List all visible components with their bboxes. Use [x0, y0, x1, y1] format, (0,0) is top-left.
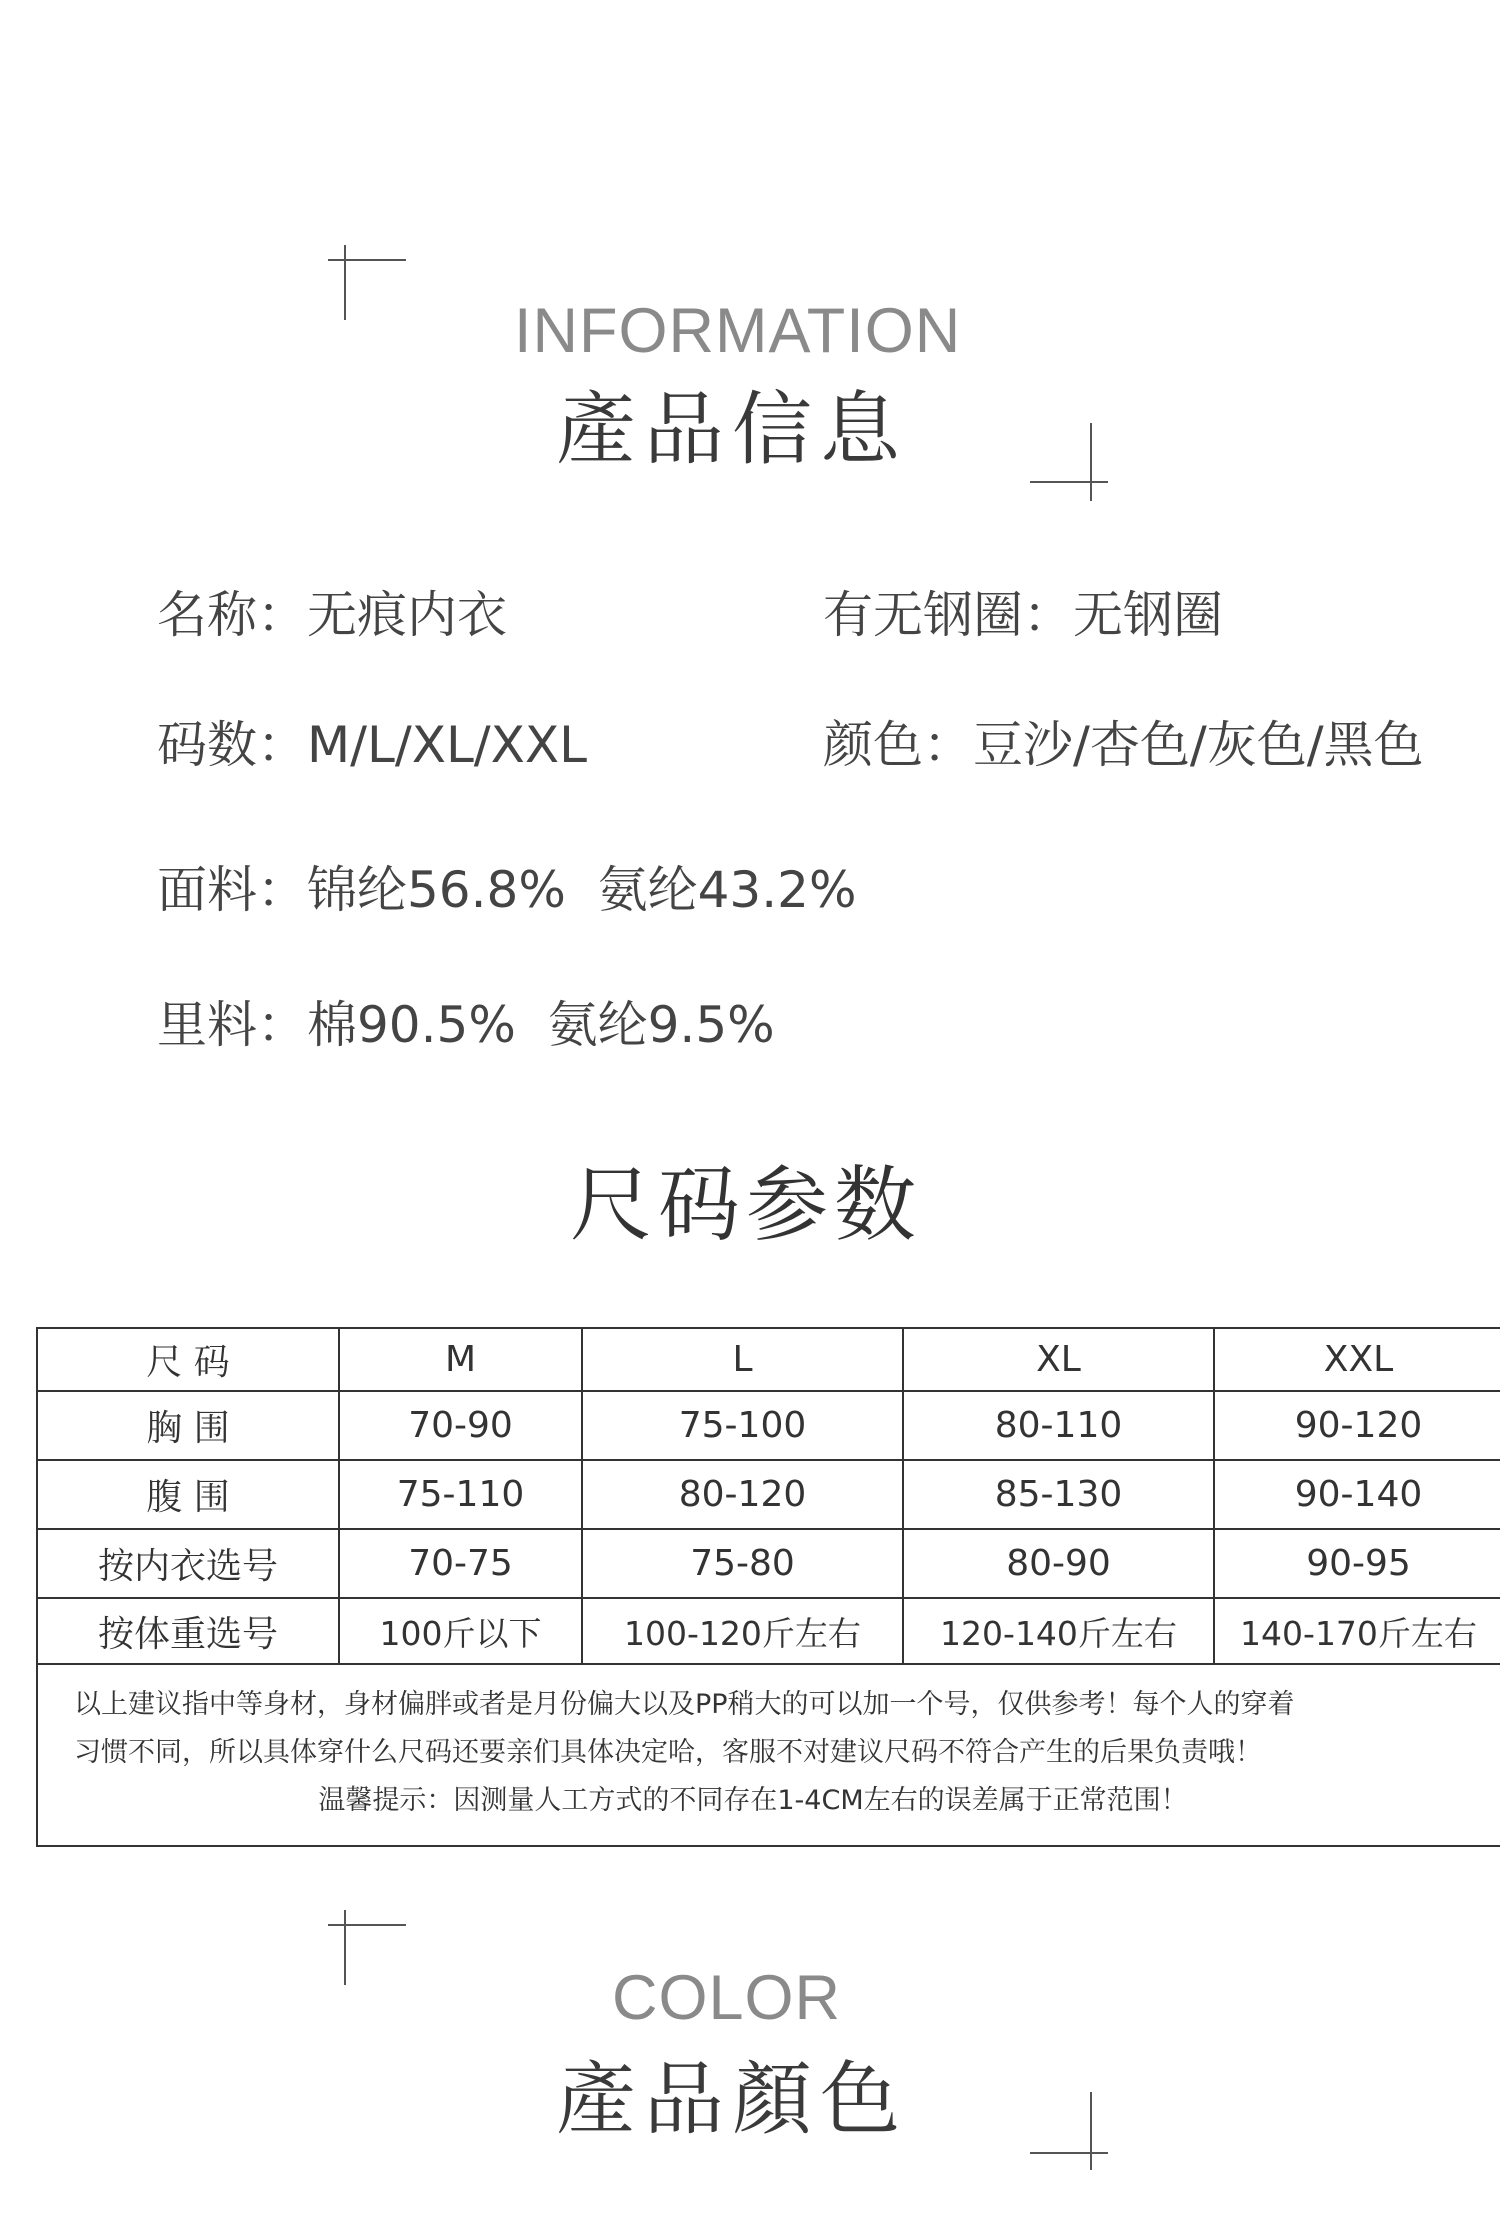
- table-cell: 85-130: [904, 1461, 1215, 1528]
- spec-wire: [823, 575, 1223, 647]
- spec-name: [157, 575, 507, 647]
- table-row: [38, 1392, 1500, 1461]
- spec-fabric: [157, 850, 856, 922]
- spec-fabric-label: 面料：: [157, 861, 307, 919]
- table-cell: 90-140: [1294, 1474, 1423, 1515]
- spec-lining: [157, 985, 775, 1057]
- table-header-cell: L: [583, 1329, 904, 1390]
- spec-wire-label: 有无钢圈：: [823, 586, 1073, 644]
- table-cell: 90-120: [1294, 1405, 1423, 1446]
- size-note-tip: 温馨提示：因测量人工方式的不同存在1-4CM左右的误差属于正常范围！: [318, 1785, 1188, 1816]
- size-note-line: 以上建议指中等身材，身材偏胖或者是月份偏大以及PP稍大的可以加一个号，仅供参考！每个人的穿着: [74, 1689, 1295, 1720]
- color-title-cn: 產品顏色: [556, 2053, 908, 2146]
- info-title-cn: 產品信息: [556, 383, 908, 476]
- table-cell: 100-120斤左右: [583, 1599, 904, 1663]
- table-cell: 75-100: [583, 1392, 904, 1459]
- table-cell: 75-110: [340, 1461, 583, 1528]
- table-cell: 按内衣选号: [38, 1530, 340, 1597]
- table-cell: 70-90: [340, 1392, 583, 1459]
- spec-wire-value: 无钢圈: [1073, 586, 1223, 644]
- spec-lining-label: 里料：: [157, 996, 307, 1054]
- table-cell: 100斤以下: [340, 1599, 583, 1663]
- table-cell: 80-90: [904, 1530, 1215, 1597]
- spec-lining-value: 棉90.5% 氨纶9.5%: [307, 996, 775, 1054]
- table-cell: 70-75: [340, 1530, 583, 1597]
- size-section-title: 尺码参数: [570, 1158, 923, 1253]
- table-cell: 80-110: [904, 1392, 1215, 1459]
- spec-color-value: 豆沙/杏色/灰色/黑色: [973, 716, 1424, 774]
- table-row: [38, 1461, 1500, 1530]
- table-cell: 腹 围: [38, 1461, 340, 1528]
- spec-size-value: M/L/XL/XXL: [307, 716, 588, 774]
- spec-name-value: 无痕内衣: [307, 586, 507, 644]
- table-row: [38, 1530, 1500, 1599]
- size-note: [38, 1665, 1500, 1845]
- table-header-row: [38, 1329, 1500, 1392]
- spec-color: [823, 705, 1424, 777]
- info-title-en: INFORMATION: [514, 296, 962, 366]
- spec-name-label: 名称：: [157, 586, 307, 644]
- spec-color-label: 颜色：: [823, 716, 973, 774]
- spec-fabric-value: 锦纶56.8% 氨纶43.2%: [307, 861, 857, 919]
- table-cell: 90-95: [1306, 1543, 1411, 1584]
- size-table: [36, 1327, 1500, 1847]
- table-header-cell: M: [340, 1329, 583, 1390]
- table-cell: 80-120: [583, 1461, 904, 1528]
- table-header-cell: XXL: [1323, 1339, 1394, 1380]
- table-header-cell: 尺 码: [38, 1329, 340, 1390]
- table-row: [38, 1599, 1500, 1665]
- table-cell: 按体重选号: [38, 1599, 340, 1663]
- spec-size: [157, 705, 587, 777]
- size-note-line: 习惯不同，所以具体穿什么尺码还要亲们具体决定哈，客服不对建议尺码不符合产生的后果负责哦！: [74, 1737, 1262, 1768]
- table-cell: 140-170斤左右: [1240, 1613, 1477, 1653]
- spec-size-label: 码数：: [157, 716, 307, 774]
- table-cell: 120-140斤左右: [904, 1599, 1215, 1663]
- table-cell: 75-80: [583, 1530, 904, 1597]
- table-header-cell: XL: [904, 1329, 1215, 1390]
- color-title-en: COLOR: [612, 1963, 842, 2033]
- table-cell: 胸 围: [38, 1392, 340, 1459]
